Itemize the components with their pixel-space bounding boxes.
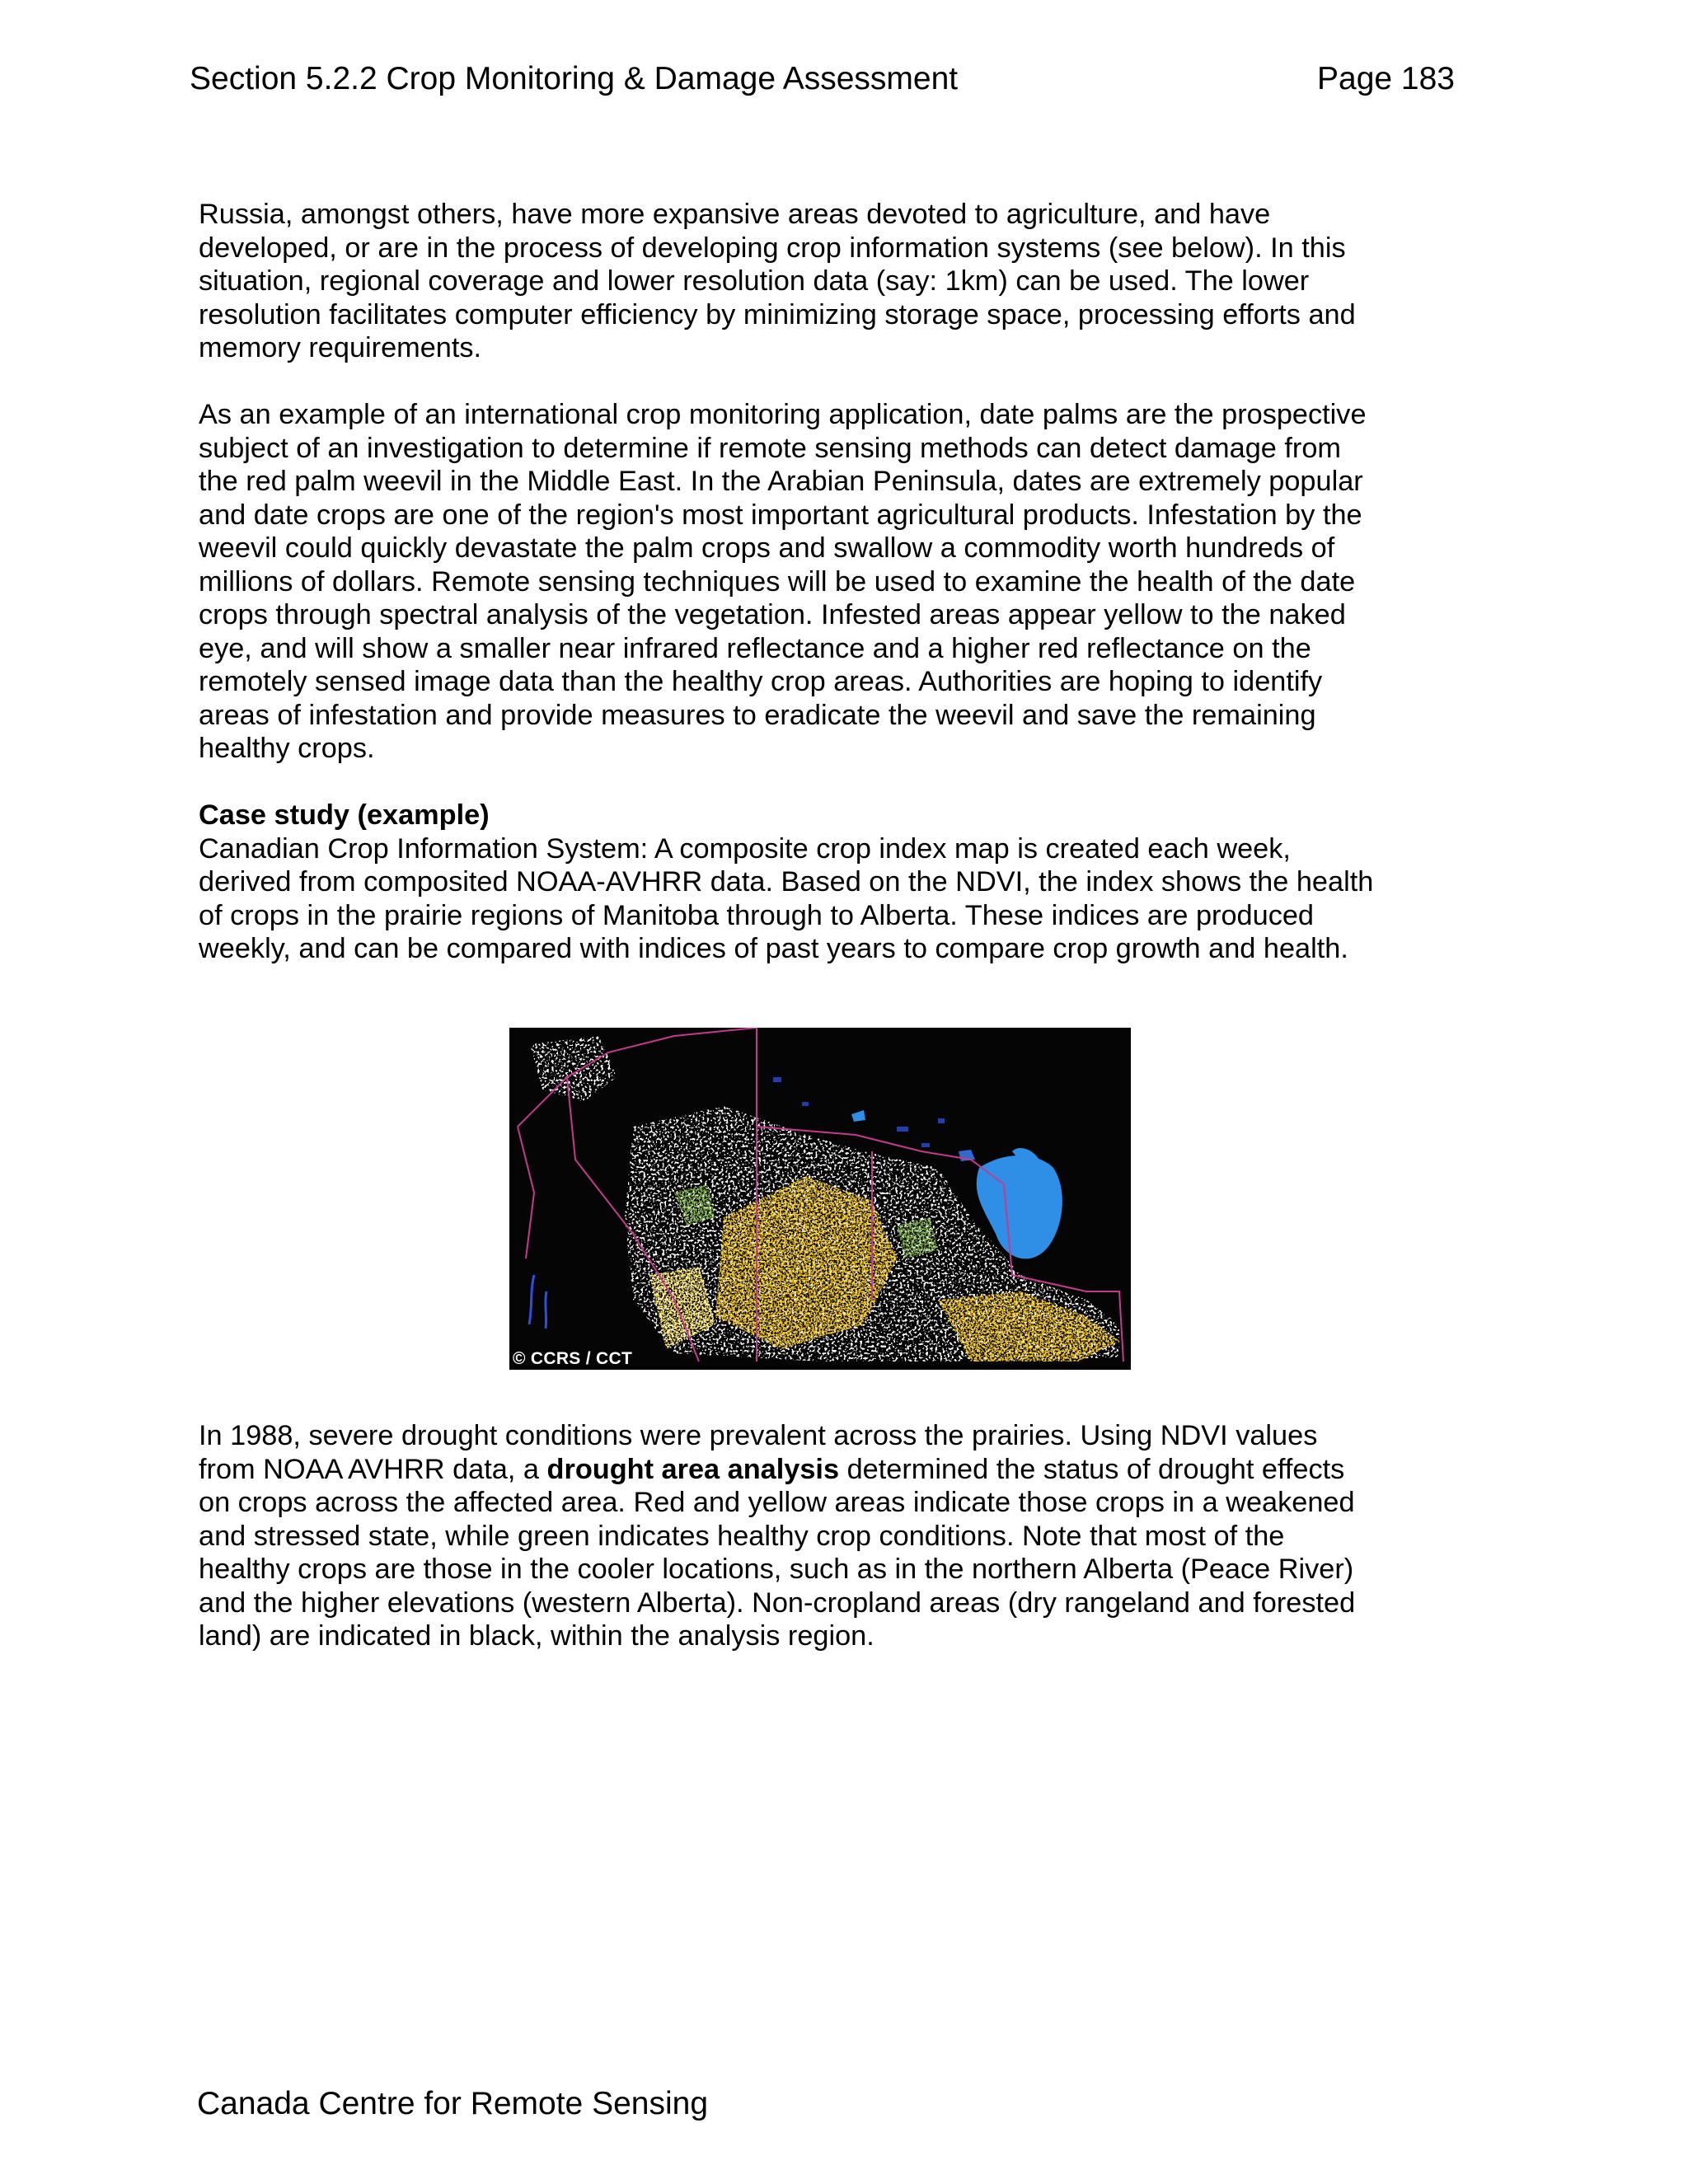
case-study-heading: Case study (example) [199, 799, 490, 831]
case-study [199, 799, 1460, 966]
page-header [190, 58, 1455, 101]
text-line: weevil could quickly devastate the palm crops and swallow a commodity worth hundreds of [199, 532, 1335, 564]
text-line: crops through spectral analysis of the vegetation. Infested areas appear yellow to the naked [199, 599, 1346, 630]
text-line: healthy crops. [199, 733, 375, 764]
page-footer: Canada Centre for Remote Sensing [197, 2086, 709, 2121]
text-line: millions of dollars. Remote sensing techniques will be used to examine the health of the date [199, 565, 1356, 598]
text-line: In 1988, severe drought conditions were prevalent across the prairies. Using NDVI values [199, 1420, 1318, 1451]
text-line: developed, or are in the process of developing crop information systems (see below). In this [199, 232, 1346, 264]
text-line: areas of infestation and provide measures to eradicate the weevil and save the remaining [199, 699, 1316, 731]
text-line: and date crops are one of the region's most important agricultural products. Infestation by the [199, 499, 1362, 531]
text-line: the red palm weevil in the Middle East. In the Arabian Peninsula, dates are extremely popular [199, 466, 1363, 497]
paragraph-1 [199, 198, 1460, 365]
paragraph-2 [199, 398, 1460, 766]
body-text-top [199, 198, 1460, 966]
text-line: healthy crops are those in the cooler locations, such as in the northern Alberta (Peace River) [199, 1554, 1354, 1585]
drought-area-analysis-term: drought area analysis [546, 1453, 840, 1485]
text-line: subject of an investigation to determine if remote sensing methods can detect damage from [199, 432, 1341, 464]
text-line: As an example of an international crop monitoring application, date palms are the prospective [199, 399, 1367, 430]
page-number: Page 183 [1317, 61, 1455, 96]
text-line: Canadian Crop Information System: A composite crop index map is created each week, [199, 832, 1291, 865]
text-segment: from NOAA AVHRR data, a [199, 1453, 547, 1485]
text-line: land) are indicated in black, within the analysis region. [199, 1620, 874, 1652]
paragraph-spacer [199, 365, 1460, 399]
section-title: Section 5.2.2 Crop Monitoring & Damage Assessment [190, 61, 959, 96]
text-line: Russia, amongst others, have more expansive areas devoted to agriculture, and have [199, 199, 1271, 230]
text-line: weekly, and can be compared with indices of past years to compare crop growth and health. [199, 933, 1348, 964]
text-line: on crops across the affected area. Red and yellow areas indicate those crops in a weakened [199, 1487, 1355, 1518]
paragraph-spacer [199, 766, 1460, 799]
image-credit: © CCRS / CCT [513, 1349, 633, 1368]
text-line: and stressed state, while green indicates healthy crop conditions. Note that most of the [199, 1520, 1285, 1552]
text-line: derived from composited NOAA-AVHRR data. Based on the NDVI, the index shows the health [199, 866, 1374, 898]
text-line [199, 1453, 1460, 1487]
text-line: situation, regional coverage and lower resolution data (say: 1km) can be used. The lower [199, 265, 1310, 297]
text-line: and the higher elevations (western Alberta). Non-cropland areas (dry rangeland and forested [199, 1586, 1356, 1619]
crop-index-map-image [509, 1028, 1131, 1370]
text-line: remotely sensed image data than the healthy crop areas. Authorities are hoping to identify [199, 666, 1323, 697]
text-line: resolution facilitates computer efficiency by minimizing storage space, processing efforts and [199, 298, 1356, 330]
body-text-bottom [199, 1419, 1460, 1653]
text-line: eye, and will show a smaller near infrared reflectance and a higher red reflectance on the [199, 632, 1311, 664]
text-line: of crops in the prairie regions of Manitoba through to Alberta. These indices are produced [199, 899, 1315, 931]
crop-index-map-figure [509, 1028, 1131, 1370]
text-line: memory requirements. [199, 332, 482, 363]
text-segment: determined the status of drought effects [839, 1453, 1345, 1485]
paragraph-3 [199, 1419, 1460, 1653]
